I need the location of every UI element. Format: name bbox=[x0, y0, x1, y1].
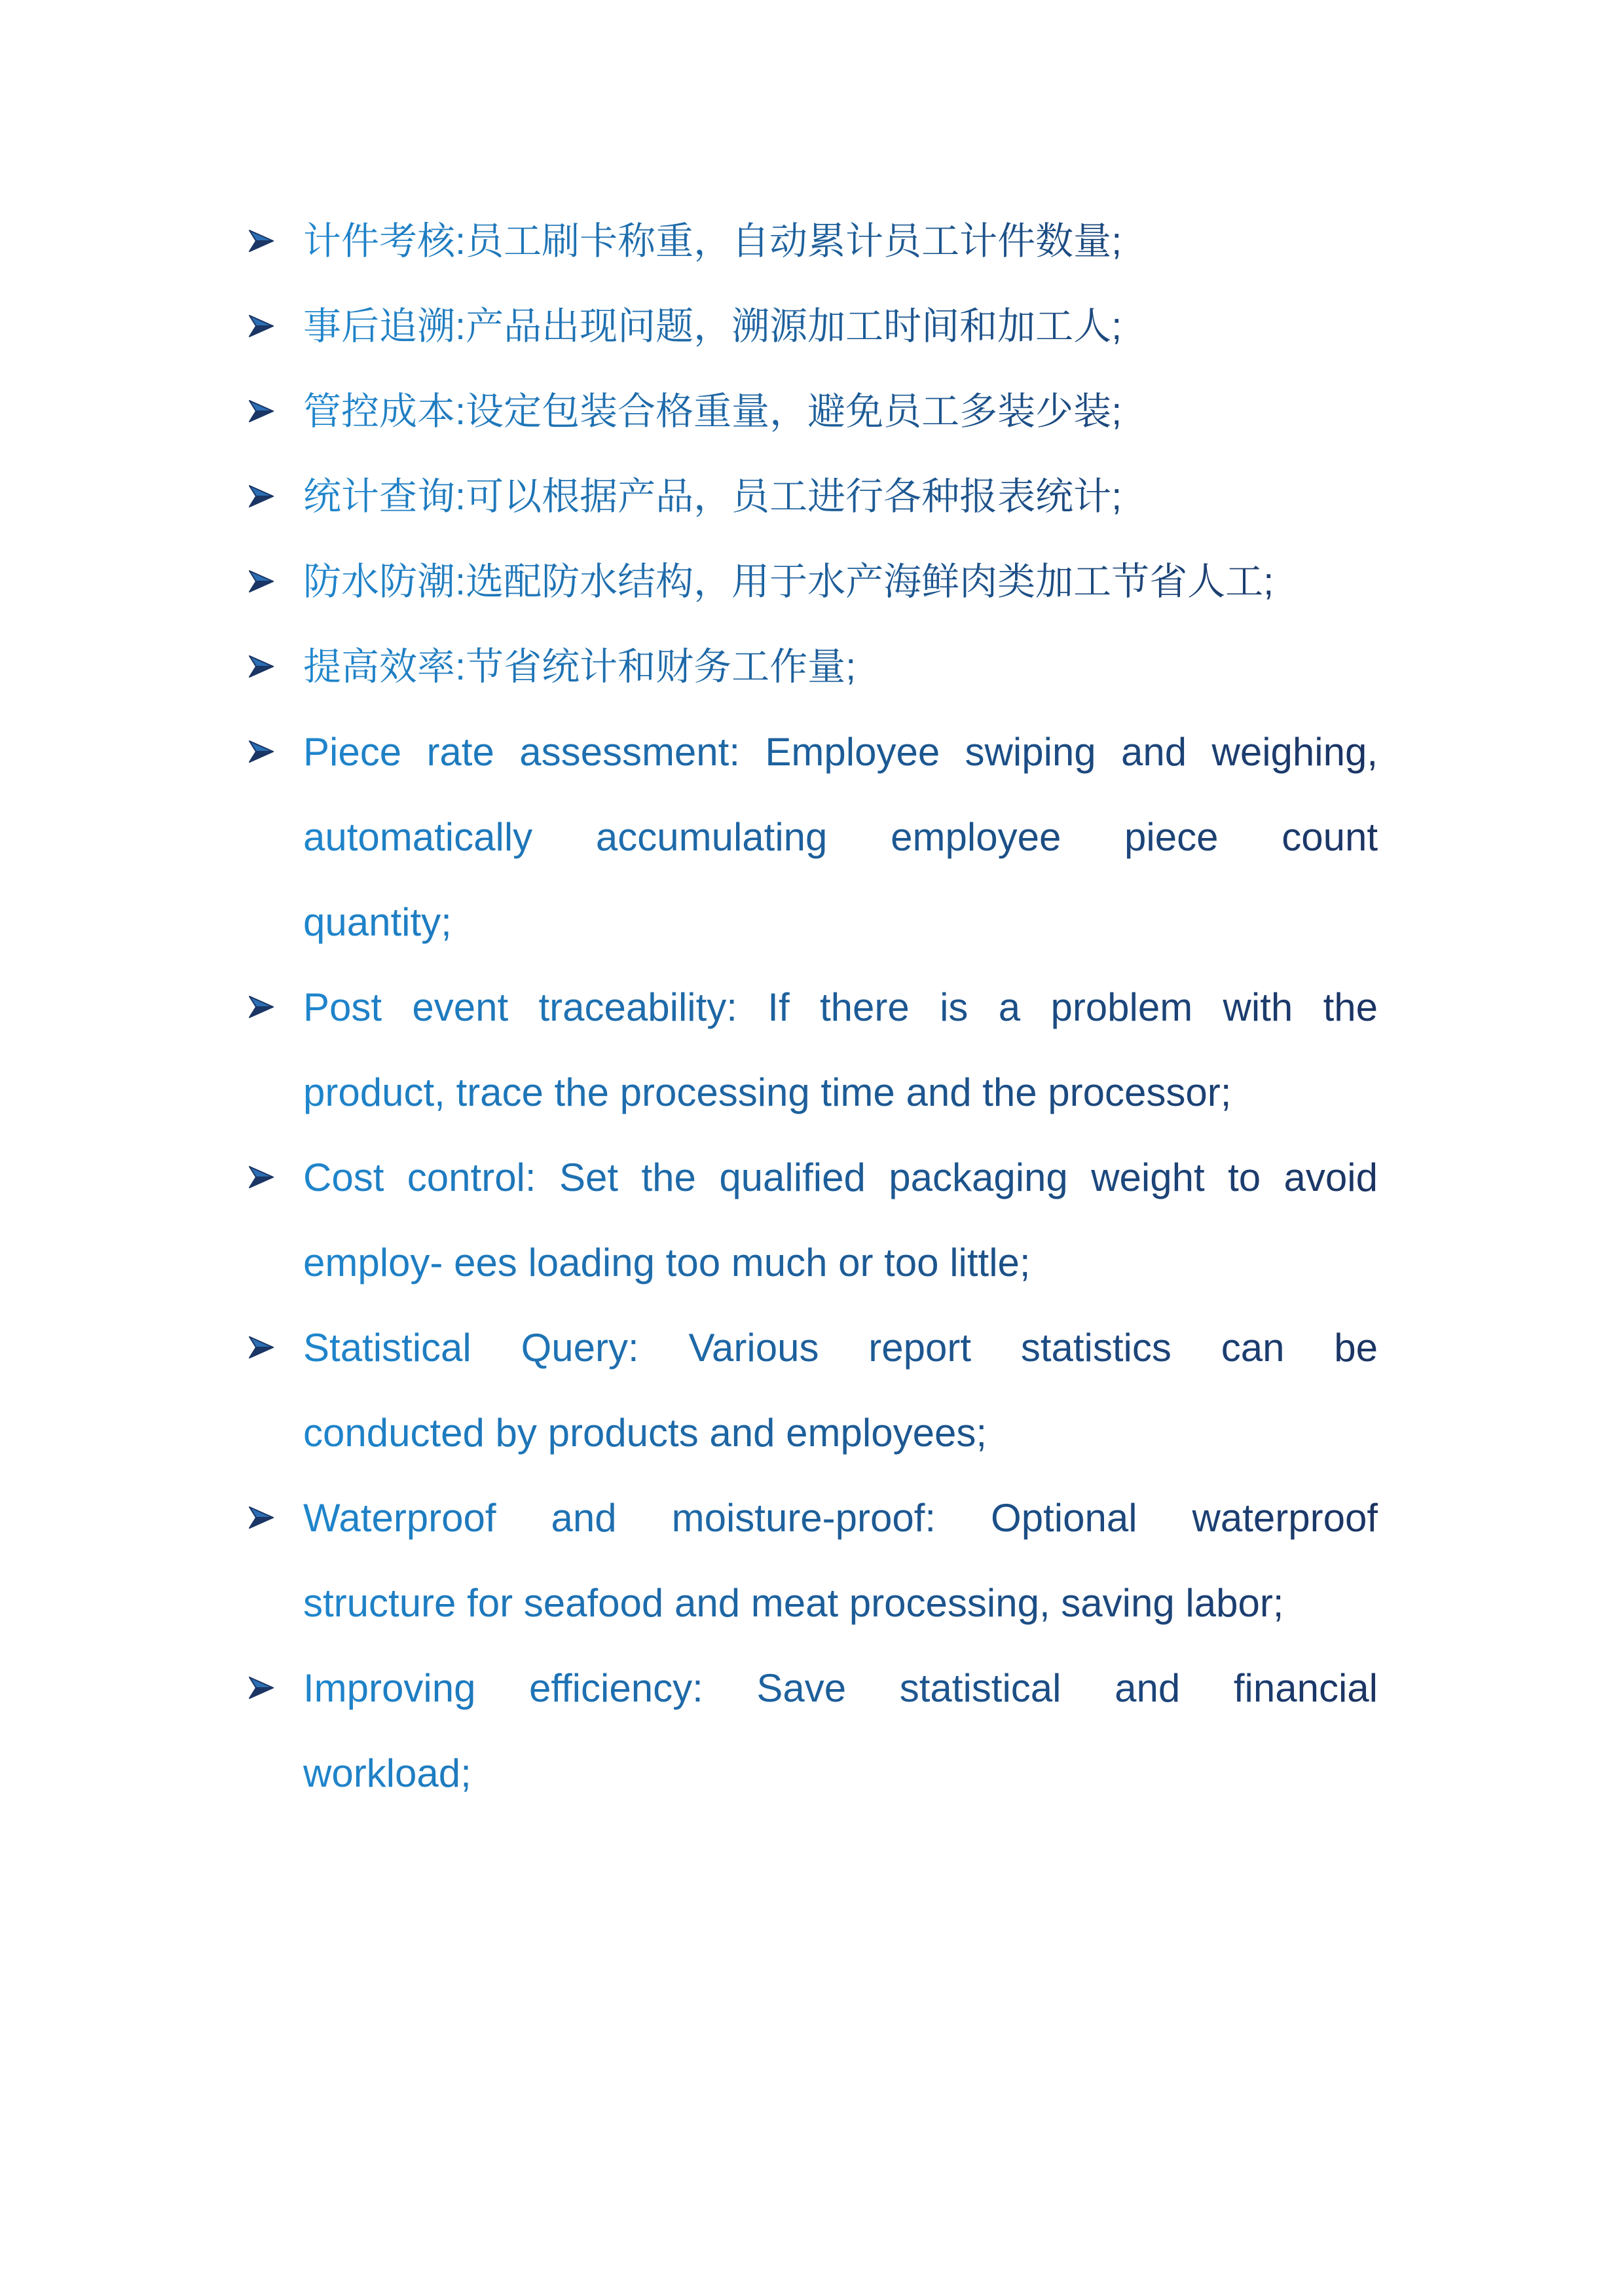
list-item-text bbox=[303, 454, 1378, 539]
list-item bbox=[0, 369, 1624, 454]
list-item-text bbox=[303, 369, 1378, 454]
arrowhead-bullet-icon bbox=[249, 996, 274, 1018]
text-line: Improving efficiency: Save statistical and financial bbox=[303, 1646, 1378, 1731]
list-item-text bbox=[303, 199, 1378, 284]
text-line: Waterproof and moisture-proof: Optional waterproof bbox=[303, 1476, 1378, 1561]
list-item bbox=[0, 1646, 1624, 1816]
arrowhead-bullet-icon bbox=[249, 1336, 274, 1358]
text-line: product, trace the processing time and the processor; bbox=[303, 1050, 1378, 1135]
text-line: automatically accumulating employee piece count bbox=[303, 795, 1378, 880]
text-line: quantity; bbox=[303, 880, 1378, 965]
text-line: 防水防潮:选配防水结构，用于水产海鲜肉类加工节省人工; bbox=[303, 539, 1378, 625]
text-line: conducted by products and employees; bbox=[303, 1391, 1378, 1476]
arrowhead-bullet-icon bbox=[249, 400, 274, 422]
text-line: 计件考核:员工刷卡称重，自动累计员工计件数量; bbox=[303, 199, 1378, 284]
list-item-text bbox=[303, 710, 1378, 965]
list-item-text bbox=[303, 625, 1378, 710]
text-line: Cost control: Set the qualified packaging weight to avoid bbox=[303, 1135, 1378, 1220]
arrowhead-bullet-icon bbox=[249, 570, 274, 592]
list-item-text bbox=[303, 284, 1378, 369]
text-line: 提高效率:节省统计和财务工作量; bbox=[303, 625, 1378, 710]
list-item-text bbox=[303, 1476, 1378, 1646]
text-line: Piece rate assessment: Employee swiping and weighing, bbox=[303, 710, 1378, 795]
arrowhead-bullet-icon bbox=[249, 655, 274, 678]
arrowhead-bullet-icon bbox=[249, 315, 274, 337]
arrowhead-bullet-icon bbox=[249, 485, 274, 507]
list-item bbox=[0, 1476, 1624, 1646]
arrowhead-bullet-icon bbox=[249, 1677, 274, 1699]
list-item bbox=[0, 625, 1624, 710]
text-line: 管控成本:设定包装合格重量，避免员工多装少装; bbox=[303, 369, 1378, 454]
feature-list bbox=[0, 199, 1624, 1816]
list-item-text bbox=[303, 1135, 1378, 1305]
text-line: Statistical Query: Various report statistics can be bbox=[303, 1305, 1378, 1391]
list-item bbox=[0, 1305, 1624, 1476]
list-item bbox=[0, 199, 1624, 284]
list-item bbox=[0, 454, 1624, 539]
arrowhead-bullet-icon bbox=[249, 740, 274, 763]
text-line: employ- ees loading too much or too little; bbox=[303, 1220, 1378, 1305]
arrowhead-bullet-icon bbox=[249, 1506, 274, 1529]
list-item-text bbox=[303, 1646, 1378, 1816]
list-item bbox=[0, 710, 1624, 965]
list-item-text bbox=[303, 539, 1378, 625]
text-line: Post event traceability: If there is a problem with the bbox=[303, 965, 1378, 1050]
text-line: 事后追溯:产品出现问题，溯源加工时间和加工人; bbox=[303, 284, 1378, 369]
arrowhead-bullet-icon bbox=[249, 230, 274, 252]
text-line: structure for seafood and meat processing, saving labor; bbox=[303, 1561, 1378, 1646]
list-item bbox=[0, 1135, 1624, 1305]
list-item bbox=[0, 539, 1624, 625]
list-item bbox=[0, 284, 1624, 369]
text-line: 统计查询:可以根据产品，员工进行各种报表统计; bbox=[303, 454, 1378, 539]
list-item bbox=[0, 965, 1624, 1135]
arrowhead-bullet-icon bbox=[249, 1166, 274, 1188]
text-line: workload; bbox=[303, 1731, 1378, 1816]
list-item-text bbox=[303, 965, 1378, 1135]
list-item-text bbox=[303, 1305, 1378, 1476]
